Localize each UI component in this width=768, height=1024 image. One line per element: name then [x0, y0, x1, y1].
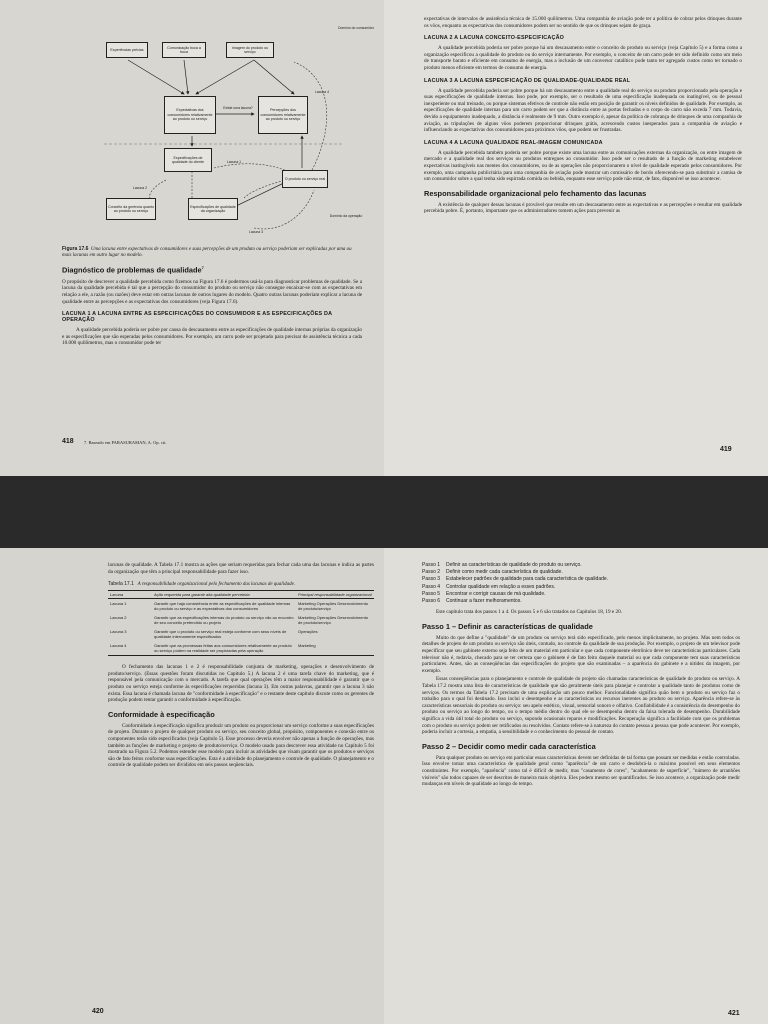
step-number: Passo 6	[422, 598, 441, 605]
step-number: Passo 5	[422, 590, 441, 597]
label-lacuna-1: Lacuna 1	[227, 160, 241, 164]
label-dominio-operacao: Domínio da operação	[329, 214, 363, 218]
paragraph: Este capítulo trata dos passos 1 a 4. Os passos 5 e 6 são tratados no Capítulos 18, 19 e 20.	[436, 609, 623, 616]
paragraph: A qualidade percebida poderia ser pobre porque há um descasamento entre o conceito do produto ou serviço (veja Capítulo 5) e a forma como a organização especificou a qualidade do produto ou do serviço internamente. Por exemplo, o conceito de um carro pode ter sido definido como um meio de transporte barato e eficiente em consumo de energia, mas a inclusão de um conversor catalítico pode tanto ter agregado custos como ter tornado o produto menos eficiente em termos de consumo de energia.	[424, 45, 742, 71]
steps-list	[422, 562, 740, 605]
table-cell: Garantir que as promessas feitas aos consumidores relativamente ao produto ou serviço podem na realidade ser propiciadas pela operação	[152, 641, 296, 656]
page-419-text	[424, 16, 742, 217]
paragraph: A existência de qualquer dessas lacunas é provável que resulte em um descasamento entre as expectativas e as percepções e resultar em qualidade percebida pobre. É, portanto, importante que os administradores tomem ações para prevenir as	[424, 201, 742, 215]
box-experiencias: Experiências prévias	[106, 42, 148, 58]
box-imagem: Imagem do produto ou serviço	[226, 42, 274, 58]
heading-lacuna-2: LACUNA 2 A LACUNA CONCEITO-ESPECIFICAÇÃO	[424, 35, 565, 42]
table-cell: Marketing	[296, 641, 374, 656]
step-text: Controlar qualidade em relação a esses padrões.	[446, 583, 556, 590]
page-421-text	[422, 562, 740, 790]
step-text: Definir como medir cada característica de qualidade.	[446, 569, 563, 576]
box-expectativas: Expectativas dos consumidores relativamente ao produto ou serviço	[164, 96, 216, 134]
paragraph: expectativas de intervalos de assistência técnica de 15.000 quilômetros. Uma companhia de aviação pode ter a política de cobrar pelos drinques durante os vôos, enquanto as expectativas dos consumidores podem ser no sentido de que os drinques sejam de graça.	[424, 16, 742, 29]
page-number: 418	[62, 438, 74, 445]
step-number: Passo 4	[422, 583, 441, 590]
step-number: Passo 3	[422, 576, 441, 583]
box-conceito: Conceito da gerência quanto ao produto ou serviço	[106, 198, 156, 220]
page-420	[0, 548, 384, 1024]
section-passo-2: Passo 2 – Decidir como medir cada característica	[422, 741, 596, 751]
list-item	[422, 576, 740, 583]
section-diagnostico-footnote-ref: 7	[201, 265, 204, 271]
list-item	[422, 569, 740, 576]
figure-caption-label: Figura 17.6	[62, 246, 89, 252]
section-diagnostico-title: Diagnóstico de problemas de qualidade	[62, 265, 202, 275]
list-item	[422, 584, 740, 591]
list-item	[422, 591, 740, 598]
page-420-text	[108, 562, 374, 771]
list-item	[422, 562, 740, 569]
paragraph: Conformidade à especificação significa produzir um produto ou proporcionar um serviço conforme a suas especificações de projeto. Durante o projeto de qualquer produto ou serviço, seu conceito global, propósito, componentes e conexão entre os componentes terão sido especificados (veja Capítulo 5). Esse processo deveria envolver não apenas a função de operações, mas também as funções de marketing e projeto de produto/serviço. O modelo usado para descrever essa atividade no Capítulo 5 foi mostrado na Figura 5.2. Podemos estender esse modelo para incluir as atividades que visam garantir que os produtos e serviços são de fato feitos conforme suas especificações. Esta é a atividade do planejamento e controle de qualidade. O planejamento e o controle de qualidade podem ser divididos em seis passos seqüenciais.	[108, 722, 374, 769]
heading-lacuna-4: LACUNA 4 A LACUNA QUALIDADE REAL-IMAGEM COMUNICADA	[424, 139, 603, 146]
table-row	[108, 599, 374, 614]
table-cell: Marketing Operações Desenvolvimento de produto/serviço	[298, 615, 369, 626]
heading-lacuna-1: LACUNA 1 A LACUNA ENTRE AS ESPECIFICAÇÕES DO CONSUMIDOR E AS ESPECIFICAÇÕES DA OPERAÇÃO	[62, 311, 332, 324]
table-cell: Lacuna 1	[110, 601, 127, 607]
heading-lacuna-3: LACUNA 3 A LACUNA ESPECIFICAÇÃO DE QUALIDADE-QUALIDADE REAL	[424, 77, 631, 84]
paragraph: A qualidade percebida poderia ser pobre porque há um descasamento entre a qualidade real do serviço ou produto proporcionado pela operação e suas especificações de qualidade internas. Isso pode, por exemplo, ser o resultado de uma especificação inadequada ou inatingível, ou de pessoal inexperiente ou mal treinado, ou porque sistemas efetivos de controle não estão em posição de garantir os níveis definidos de qualidade. Por exemplo, as especificações de qualidade internas para um carro podem ser que a distância entre as portas fechadas e o corpo do carro não exceda 7 mm. Todavia, devido a equipamento inadequado, a distância é realmente de 9 mm. Outro exemplo é, apesar da política de cobrança de drinques de uma companhia de aviação, as tripulações de alguns vôos poderem proporcionar drinques grátis, acrescendo custos inesperados para a companhia de aviação e influenciando as expectativas dos consumidores para próximos vôos, que podem ser frustradas.	[424, 87, 742, 134]
table-cell: Garantir que as especificações internas do produto ou serviço vão ao encontro de seu conceito pretendido ou projeto	[154, 615, 294, 626]
table-cell: Operações	[298, 629, 318, 635]
table-cell: Lacuna 4	[108, 641, 152, 656]
page-421	[384, 548, 768, 1024]
box-especificacoes-org: Especificações de qualidade da organização	[188, 198, 238, 220]
figure-caption	[62, 246, 362, 259]
box-produto-real: O produto ou serviço real	[282, 170, 328, 188]
table-row	[108, 627, 374, 641]
table-label: Tabela 17.1	[108, 581, 134, 588]
step-text: Definir as características de qualidade do produto ou serviço.	[446, 562, 582, 568]
paragraph: A qualidade percebida também poderia ser pobre porque existe uma lacuna entre as comunicações externas da organização, ou entre imagem de mercado e a qualidade real dos serviços ou produtos entregues ao consumidor. Isso pode ser o resultado de a função de marketing estabelecer expectativas inatingíveis nas mentes dos consumidores, ou de as operações não proporcionarem o nível de qualidade esperado pelos consumidores. Por exemplo, uma campanha publicitária para uma companhia de aviação pode mostrar um comissário de bordo oferecendo-se para substituir a camisa de um consumidor sobre a qual tenha sido espirrada comida ou bebida, enquanto esse serviço pode não estar, de fato, disponível se isso acontecer.	[424, 149, 742, 183]
page-418-text	[62, 246, 362, 349]
paragraph: Muito do que define a "qualidade" de um produto ou serviço terá sido especificado, pelo menos implicitamente, no projeto. Mas nem todos os detalhes de projeto de um produto ou serviço são úteis, contudo, no controle da qualidade de sua produção. Por exemplo, o projeto de um televisor pode especificar que seu gabinete externo seja feito de um material em particular e que cada componente eletrônico deve ter características particulares. Cada televisor não é, todavia, checado para se ter certeza que o gabinete é de fato feito daquele material ou que cada componente tem suas características particulares. Antes, são as conseqüências das especificações do projeto que são examinadas – a aparência do gabinete e a nitidez da imagem, por exemplo.	[422, 634, 740, 674]
step-number: Passo 1	[422, 562, 441, 568]
list-item	[422, 598, 740, 605]
table-cell: Lacuna 2	[110, 615, 127, 621]
table-cell: Garantir que o produto ou serviço real esteja conforme com seus níveis de qualidade internamente especificados	[154, 629, 287, 640]
step-text: Estabelecer padrões de qualidade para cada característica de qualidade.	[446, 576, 609, 583]
table-row	[108, 613, 374, 627]
paragraph: Para qualquer produto ou serviço em particular essas características devem ser definidas de tal forma que possam ser medidas e então controladas. Isso envolve tomar uma característica de qualidade geral como "aparência" de um carro e desdobrá-la o máximo possível em seus elementos constituintes. Por exemplo, "aparência" como tal é difícil de medir, mas "casamento de cores", "acabamento de superfície", "número de arranhões visíveis" são todos capazes de ser descritos de maneira mais objetiva. Eles podem mesmo ser quantificados. Se isso acontece, a organização pode medir mudanças em níveis de qualidade ao longo do tempo.	[422, 754, 740, 788]
paragraph: lacunas de qualidade. A Tabela 17.1 mostra as ações que seriam requeridas para fechar cada uma das lacunas e indica as partes da organização que têm a principal responsabilidade para fazer isso.	[108, 562, 374, 575]
table-header: Ação requerida para garantir alta qualidade percebida	[152, 591, 296, 599]
table-caption	[108, 581, 374, 587]
table-cell: Marketing Operações Desenvolvimento de produto/serviço	[298, 601, 369, 612]
step-number: Passo 2	[422, 569, 441, 576]
label-lacuna-3: Lacuna 3	[249, 230, 263, 234]
footnote: 7. Baseado em PARASURAMAN, A. Op. cit.	[84, 440, 167, 445]
page-number: 421	[728, 1010, 740, 1017]
section-responsabilidade: Responsabilidade organizacional pelo fechamento das lacunas	[424, 188, 647, 198]
figure-17-6-diagram	[104, 18, 384, 250]
table-header: Principal responsabilidade organizacional	[296, 591, 374, 599]
page-419	[384, 0, 768, 476]
box-percepcoes: Percepções dos consumidores relativamente ao produto ou serviço	[258, 96, 308, 134]
paragraph: Essas conseqüências para o planejamento e controle de qualidade do projeto são chamadas características de qualidade do produto ou serviço. A Tabela 17.2 mostra uma lista de características de qualidade que são geralmente úteis para planejar e controlar a qualidade tanto de produtos como de serviços. Os termos da Tabela 17.2 precisam de uma explicação um pouco melhor. Funcionalidade significa quão bem o produto ou serviço faz o trabalho para o qual foi destinado. Isso inclui o desempenho e as características ou recursos inerentes ao produto ou serviço. Aparência refere-se às características sensoriais do produto ou serviço: seu apelo estético, visual, sensorial sonoro e olfativo. Confiabilidade é a consistência do desempenho do produto ou serviço ao longo do tempo, ou o tempo médio dentro do qual ele se desempenha dentro da faixa tolerada de desempenho. Durabilidade significa a vida útil total do produto ou serviço, supondo ocasionais reparos e modificações. Recuperação significa a facilidade com que os problemas com o produto ou serviço podem ser retificados ou resolvidos. Contato refere-se à natureza do contato pessoa a pessoa que pode acontecer. Por exemplo, poderia incluir a cortesia, a empatia, a sensibilidade e o conhecimento do pessoal de contato.	[422, 676, 740, 736]
paragraph: A qualidade percebida poderia ser pobre por causa do descasamento entre as especificações de qualidade internas próprias da organização e as especificações que são esperadas pelos consumidores. Por exemplo, um carro pode ser projetado para precisar de assistência técnica a cada 10.000 quilômetros, mas o consumidor pode ter	[62, 327, 362, 347]
step-text: Continuar a fazer melhoramentos.	[446, 598, 522, 605]
table-cell: Lacuna 3	[110, 629, 127, 635]
section-conformidade: Conformidade à especificação	[108, 709, 215, 719]
table-cell: Garantir que haja consistência entre as especificações de qualidade internas do produto ou serviço e as expectativas dos consumidores	[154, 601, 291, 612]
paragraph: O propósito de descrever a qualidade percebida como fizemos na Figura 17.6 é podermos usá-la para diagnosticar problemas de qualidade. Se a lacuna da qualidade percebida é tal que a percepção do consumidor do produto ou serviço não consegue encaixar-se com as expectativas em relação a ele, a razão (ou razões) deve estar em outras lacunas de outros lugares do modelo. Quatro outras lacunas poderiam explicar a lacuna de qualidade entre as percepções e as expectativas dos consumidores (veja Figura 17.6).	[62, 278, 362, 305]
page-418	[0, 0, 384, 476]
box-especificacoes-cliente: Especificações de qualidade do cliente	[164, 148, 212, 172]
table-header: Lacuna	[108, 591, 152, 599]
table-header-row	[108, 591, 374, 599]
paragraph: O fechamento das lacunas 1 e 2 é responsabilidade conjunta de marketing, operações e desenvolvimento de produto/serviço. (Essas questões foram discutidas no Capítulo 5.) A lacuna 2 é uma tarefa chave do marketing, que é responsável pela comunicação com o mercado. A tarefa que qual operações têm a maior responsabilidade é garantir que o produto ou serviço esteja conforme às especificações requeridas (lacuna 3). Em outras palavras, garantir que a lacuna 3 não exista. Essa lacuna é chamada lacuna de "conformidade à especificação" e o restante deste capítulo discute como os gerentes de produção podem tentar garantir a conformidade à especificação.	[108, 664, 374, 704]
label-existe-lacuna: Existe uma lacuna?	[223, 106, 253, 110]
step-text: Encontrar e corrigir causas de má qualidade.	[446, 590, 546, 597]
section-diagnostico	[62, 265, 362, 274]
box-comunicacao: Comunicação boca a boca	[162, 42, 206, 58]
label-lacuna-2: Lacuna 2	[133, 186, 147, 190]
table-title: A responsabilidade organizacional pelo fechamento das lacunas de qualidade.	[137, 582, 296, 588]
page-number: 419	[720, 446, 732, 453]
page-number: 420	[92, 1008, 104, 1015]
table-17-1	[108, 590, 374, 656]
figure-caption-text: Uma lacuna entre expectativas de consumidores e suas percepções de um produto ou serviço poderiam ser explicadas por uma ou mais lacunas em outro lugar no modelo.	[62, 247, 352, 259]
table-row	[108, 641, 374, 656]
section-passo-1: Passo 1 – Definir as características de qualidade	[422, 621, 593, 631]
label-lacuna-4: Lacuna 4	[315, 90, 329, 94]
label-dominio-consumidor: Domínio do consumidor	[338, 26, 374, 30]
